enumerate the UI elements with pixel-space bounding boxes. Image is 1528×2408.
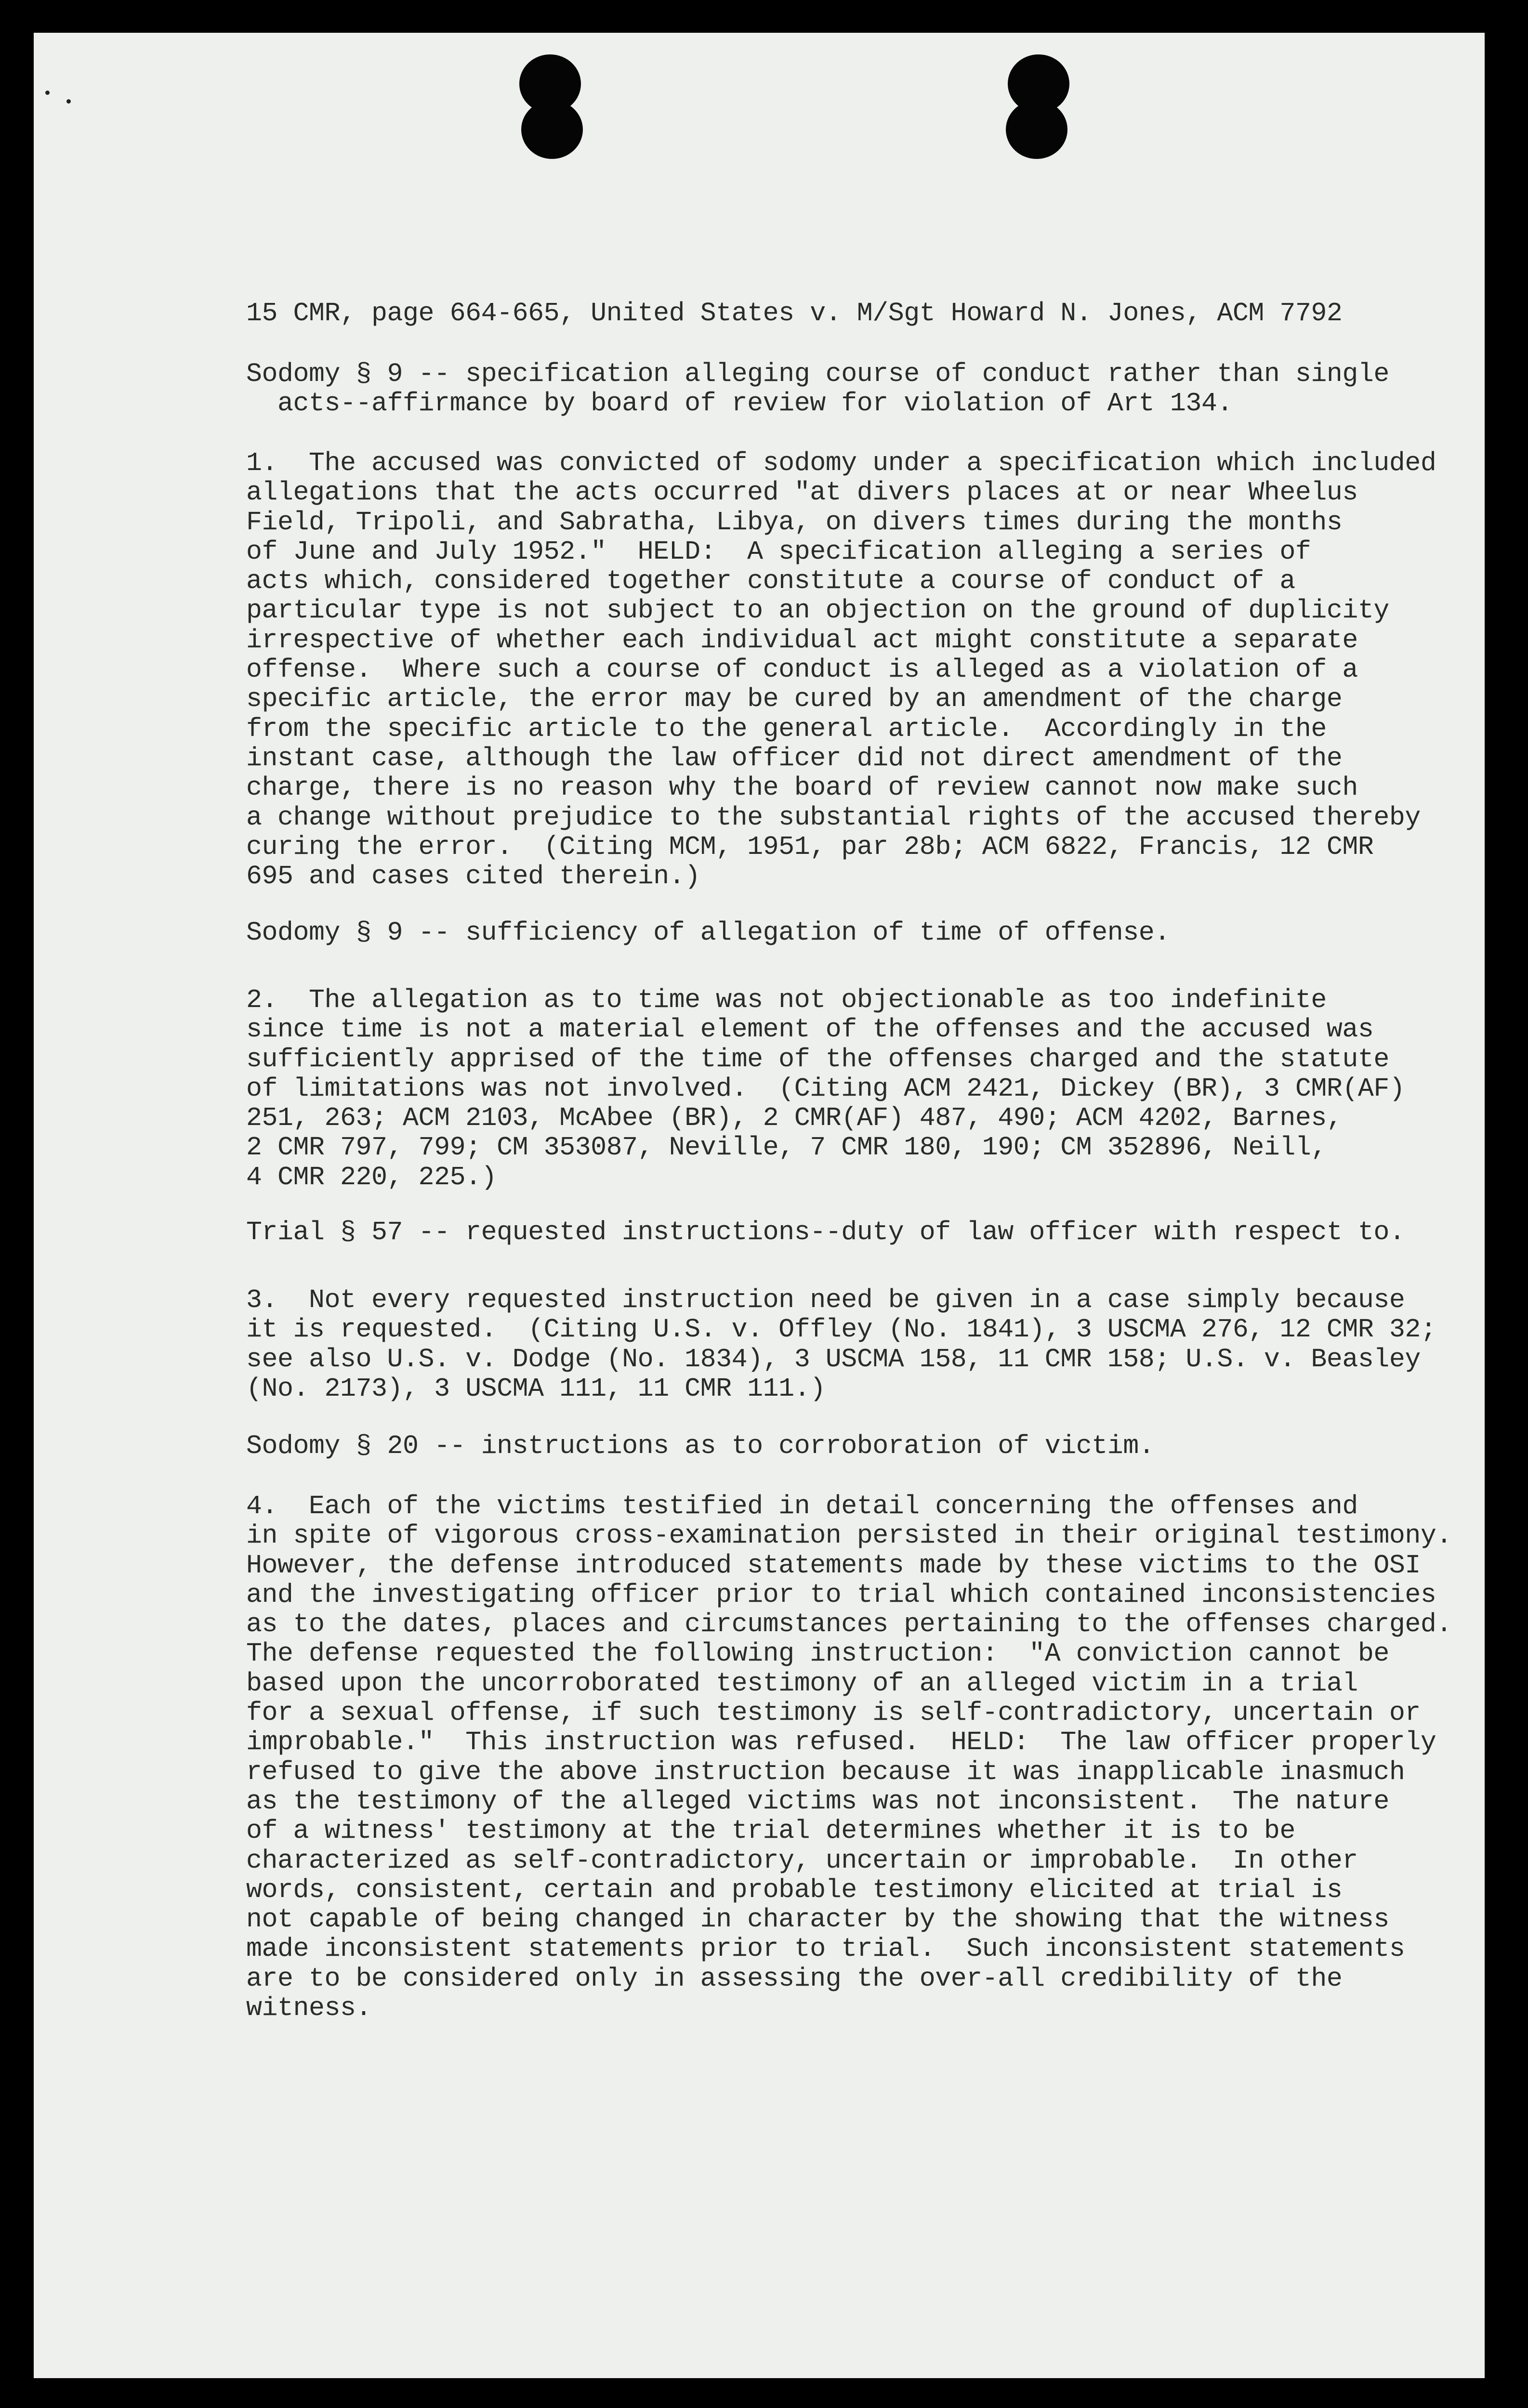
text-line: curing the error. (Citing MCM, 1951, par 28b; ACM 6822, Francis, 12 CMR <box>246 831 1374 862</box>
text-line: refused to give the above instruction because it was inapplicable inasmuch <box>246 1756 1405 1787</box>
text-line: improbable." This instruction was refused. HELD: The law officer properly <box>246 1727 1436 1758</box>
text-line: are to be considered only in assessing the over-all credibility of the <box>246 1963 1343 1994</box>
punch-hole-icon <box>521 100 583 159</box>
text-line: Sodomy § 9 -- specification alleging course of conduct rather than single <box>246 359 1389 389</box>
text-line: 251, 263; ACM 2103, McAbee (BR), 2 CMR(AF) 487, 490; ACM 4202, Barnes, <box>246 1103 1343 1134</box>
text-line: and the investigating officer prior to trial which contained inconsistencies <box>246 1579 1436 1610</box>
text-line: acts--affirmance by board of review for violation of Art 134. <box>246 388 1233 419</box>
text-line: witness. <box>246 1993 372 2024</box>
text-line: for a sexual offense, if such testimony is self-contradictory, uncertain or <box>246 1698 1421 1728</box>
text-line: (No. 2173), 3 USCMA 111, 11 CMR 111.) <box>246 1373 826 1404</box>
text-line: offense. Where such a course of conduct is alleged as a violation of a <box>246 654 1358 685</box>
speck-mark <box>45 91 50 95</box>
text-line: not capable of being changed in character by the showing that the witness <box>246 1904 1389 1935</box>
text-line: Sodomy § 9 -- sufficiency of allegation of time of offense. <box>246 917 1170 948</box>
text-line: as the testimony of the alleged victims was not inconsistent. The nature <box>246 1786 1389 1817</box>
text-line: irrespective of whether each individual act might constitute a separate <box>246 625 1358 655</box>
text-line: see also U.S. v. Dodge (No. 1834), 3 USCMA 158, 11 CMR 158; U.S. v. Beasley <box>246 1344 1421 1374</box>
text-line: 2 CMR 797, 799; CM 353087, Neville, 7 CMR 180, 190; CM 352896, Neill, <box>246 1132 1327 1163</box>
summary-paragraph <box>246 1492 1452 2023</box>
text-line: instant case, although the law officer did not direct amendment of the <box>246 743 1343 773</box>
text-line: charge, there is no reason why the board of review cannot now make such <box>246 772 1358 803</box>
text-line: words, consistent, certain and probable testimony elicited at trial is <box>246 1874 1343 1905</box>
text-line: it is requested. (Citing U.S. v. Offley (No. 1841), 3 USCMA 276, 12 CMR 32; <box>246 1314 1436 1345</box>
text-line: since time is not a material element of the offenses and the accused was <box>246 1014 1374 1045</box>
topic-heading <box>246 1431 1154 1461</box>
text-line: Sodomy § 20 -- instructions as to corroboration of victim. <box>246 1431 1155 1461</box>
summary-paragraph <box>246 448 1436 891</box>
text-line: made inconsistent statements prior to trial. Such inconsistent statements <box>246 1934 1405 1964</box>
text-line: from the specific article to the general article. Accordingly in the <box>246 713 1327 744</box>
text-line: Trial § 57 -- requested instructions--duty of law officer with respect to. <box>246 1217 1405 1247</box>
text-line: Field, Tripoli, and Sabratha, Libya, on divers times during the months <box>246 507 1343 537</box>
topic-heading <box>246 359 1389 419</box>
text-line: allegations that the acts occurred "at divers places at or near Wheelus <box>246 477 1358 508</box>
text-line: based upon the uncorroborated testimony of an alleged victim in a trial <box>246 1668 1358 1699</box>
text-line: 2. The allegation as to time was not objectionable as too indefinite <box>246 985 1327 1015</box>
text-line: of a witness' testimony at the trial determines whether it is to be <box>246 1816 1295 1846</box>
speck-mark <box>66 99 71 104</box>
topic-heading <box>246 918 1170 947</box>
text-line: 695 and cases cited therein.) <box>246 861 700 892</box>
case-citation: 15 CMR, page 664-665, United States v. M/Sgt Howard N. Jones, ACM 7792 <box>246 298 1343 328</box>
text-line: 4 CMR 220, 225.) <box>246 1162 497 1192</box>
text-line: 3. Not every requested instruction need be given in a case simply because <box>246 1285 1405 1315</box>
summary-paragraph <box>246 985 1405 1192</box>
text-line: particular type is not subject to an objection on the ground of duplicity <box>246 595 1389 626</box>
text-line: as to the dates, places and circumstances pertaining to the offenses charged. <box>246 1609 1452 1640</box>
text-line: 4. Each of the victims testified in detail concerning the offenses and <box>246 1491 1358 1521</box>
text-line: of limitations was not involved. (Citing ACM 2421, Dickey (BR), 3 CMR(AF) <box>246 1073 1405 1104</box>
punch-hole-icon <box>1006 100 1067 159</box>
text-line: a change without prejudice to the substantial rights of the accused thereby <box>246 802 1421 833</box>
summary-paragraph <box>246 1285 1436 1403</box>
text-line: The defense requested the following instruction: "A conviction cannot be <box>246 1638 1389 1669</box>
topic-heading <box>246 1217 1405 1247</box>
text-line: acts which, considered together constitute a course of conduct of a <box>246 566 1295 597</box>
text-line: However, the defense introduced statements made by these victims to the OSI <box>246 1550 1421 1581</box>
text-line: in spite of vigorous cross-examination persisted in their original testimony. <box>246 1520 1452 1551</box>
text-line: specific article, the error may be cured by an amendment of the charge <box>246 684 1343 715</box>
text-line: 1. The accused was convicted of sodomy under a specification which included <box>246 448 1436 478</box>
text-line: sufficiently apprised of the time of the offenses charged and the statute <box>246 1044 1389 1074</box>
text-line: characterized as self-contradictory, uncertain or improbable. In other <box>246 1845 1358 1876</box>
text-line: of June and July 1952." HELD: A specification alleging a series of <box>246 536 1311 567</box>
